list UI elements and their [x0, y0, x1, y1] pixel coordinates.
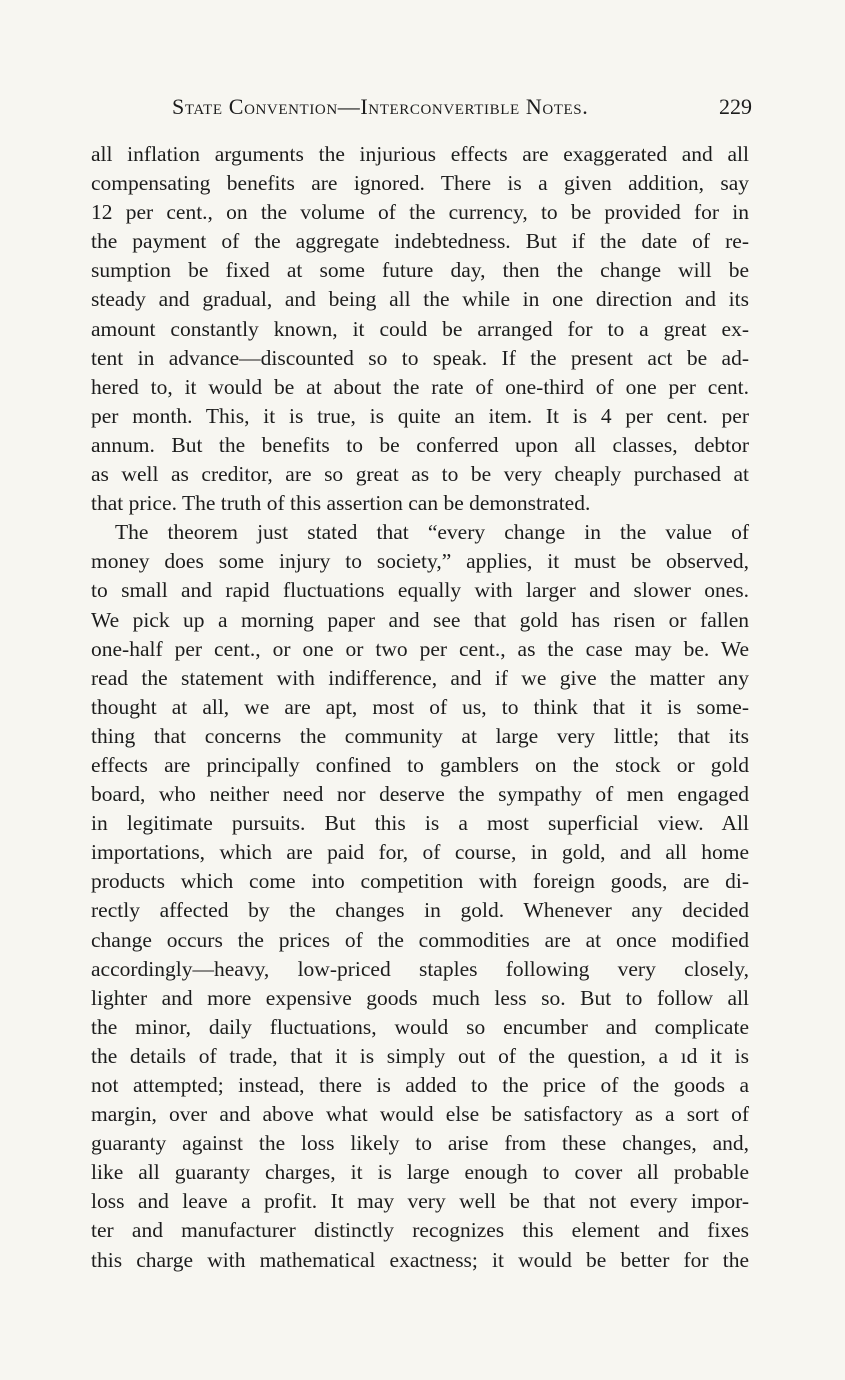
text-line: one-half per cent., or one or two per cent., as the case may be. We [91, 636, 749, 661]
text-line: the details of trade, that it is simply out of the question, a ıd it is [91, 1043, 749, 1068]
text-line: that price. The truth of this assertion can be demonstrated. [91, 491, 591, 516]
text-line: margin, over and above what would else be satisfactory as a sort of [91, 1102, 749, 1127]
text-line: as well as creditor, are so great as to be very cheaply purchased at [91, 462, 749, 487]
text-line: annum. But the benefits to be conferred upon all classes, debtor [91, 432, 749, 457]
text-line: rectly affected by the changes in gold. Whenever any decided [91, 898, 749, 923]
text-line: products which come into competition with foreign goods, are di- [91, 869, 749, 894]
text-line: not attempted; instead, there is added to the price of the goods a [91, 1073, 749, 1097]
text-line: steady and gradual, and being all the while in one direction and its [91, 287, 749, 312]
page-number: 229 [719, 94, 752, 119]
text-line: like all guaranty charges, it is large enough to cover all probable [91, 1160, 749, 1185]
paragraph-container [91, 140, 749, 1275]
text-line: compensating benefits are ignored. There is a given addition, say [91, 171, 749, 196]
text-line: The theorem just stated that “every change in the value of [115, 520, 749, 545]
text-line: importations, which are paid for, of course, in gold, and all home [91, 840, 749, 865]
body-text [91, 140, 749, 1275]
text-line: effects are principally confined to gamblers on the stock or gold [91, 752, 749, 777]
paragraph [91, 140, 749, 518]
text-line: accordingly—heavy, low-priced staples following very closely, [91, 956, 749, 981]
text-line: in legitimate pursuits. But this is a most superficial view. All [91, 811, 749, 836]
text-line: sumption be fixed at some future day, then the change will be [91, 258, 749, 283]
paragraph [91, 518, 749, 1274]
text-line: tent in advance—discounted so to speak. If the present act be ad- [91, 345, 749, 370]
text-line: thing that concerns the community at large very little; that its [91, 723, 749, 748]
text-line: ter and manufacturer distinctly recognizes this element and fixes [91, 1218, 749, 1243]
text-line: this charge with mathematical exactness; it would be better for the [91, 1247, 749, 1272]
text-line: thought at all, we are apt, most of us, to think that it is some- [91, 694, 749, 719]
text-line: to small and rapid fluctuations equally with larger and slower ones. [91, 578, 749, 603]
text-line: 12 per cent., on the volume of the currency, to be provided for in [91, 200, 749, 225]
text-line: hered to, it would be at about the rate of one-third of one per cent. [91, 374, 749, 399]
text-line: money does some injury to society,” applies, it must be observed, [91, 549, 749, 574]
text-line: all inflation arguments the injurious effects are exaggerated and all [91, 142, 749, 166]
text-line: the minor, daily fluctuations, would so encumber and complicate [91, 1014, 749, 1039]
text-line: per month. This, it is true, is quite an item. It is 4 per cent. per [91, 403, 749, 428]
running-title: State Convention—Interconvertible Notes. [172, 94, 589, 119]
text-line: We pick up a morning paper and see that gold has risen or fallen [91, 607, 749, 632]
text-line: amount constantly known, it could be arranged for to a great ex- [91, 316, 749, 341]
running-head [172, 94, 752, 124]
text-line: guaranty against the loss likely to arise from these changes, and, [91, 1131, 749, 1156]
text-line: read the statement with indifference, and if we give the matter any [91, 665, 749, 690]
text-line: the payment of the aggregate indebtedness. But if the date of re- [91, 229, 749, 254]
text-line: loss and leave a profit. It may very well be that not every impor- [91, 1189, 749, 1214]
text-line: lighter and more expensive goods much less so. But to follow all [91, 985, 749, 1010]
text-line: change occurs the prices of the commodities are at once modified [91, 927, 749, 952]
text-line: board, who neither need nor deserve the sympathy of men engaged [91, 782, 749, 807]
